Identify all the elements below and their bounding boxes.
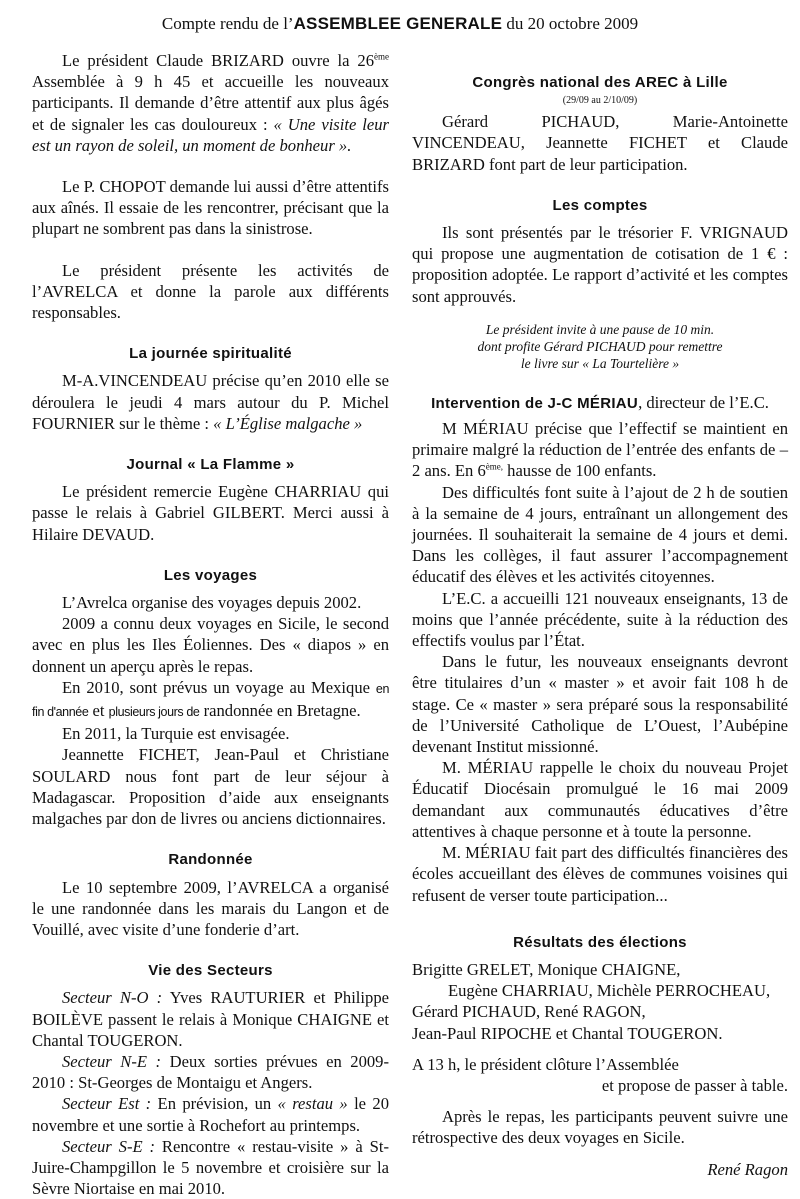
note-line: dont profite Gérard PICHAUD pour remettre: [477, 338, 723, 354]
intervention-paragraph-6: M. MÉRIAU fait part des difficultés financières des écoles accueillant des élèves de communes voisines qui refusent de verser toute participation...: [412, 843, 788, 905]
text: randonnée en Bretagne.: [199, 701, 361, 721]
elected-line: Gérard PICHAUD, René RAGON,: [412, 1002, 646, 1022]
text: le 20 novembre et une sortie à Rochefort au printemps.: [32, 1094, 389, 1135]
text: Assemblée à 9 h 45 et accueille les nouveaux participants. Il demande d’être attentif aux plus âgés et de signaler les cas douloureux :: [32, 72, 389, 134]
intervention-paragraph-2: Des difficultés font suite à l’ajout de 2 h de soutien à la semaine de 4 jours, entraînant un allongement des journées. Il souhaiterait la semaine de 4 jours et demi. Dans les collèges, il faut assurer l’accompagnement éducatif des élèves et les activités citoyennes.: [412, 482, 788, 587]
section-heading-intervention: [412, 392, 788, 414]
randonnee-paragraph: Le 10 septembre 2009, l’AVRELCA a organisé le une randonnée dans les marais du Langon et de Vouillé, avec visite d’une fonderie d’art.: [32, 877, 389, 939]
title-suffix: du 20 octobre 2009: [502, 14, 639, 33]
title-prefix: Compte rendu de l’: [161, 14, 294, 33]
text: et: [88, 701, 109, 721]
heading-text: Intervention de J-C MÉRIAU: [431, 394, 639, 412]
secteur-item: [32, 987, 389, 1051]
secteur-item: [32, 1136, 389, 1199]
text: en fin d'année: [32, 681, 389, 720]
heading-suffix: , directeur de l’E.C.: [638, 392, 769, 412]
elected-line: Brigitte GRELET, Monique CHAIGNE,: [412, 959, 681, 979]
title-emphasis: ASSEMBLEE GENERALE: [293, 14, 503, 33]
intro-paragraph-1: [32, 50, 389, 156]
closing-line-2: et propose de passer à table.: [601, 1075, 788, 1095]
text: Deux sorties prévues en 2009-2010 : St-Georges de Montaigu et Angers.: [32, 1051, 389, 1093]
pause-note: [412, 321, 788, 372]
elected-line: Jean-Paul RIPOCHE et Chantal TOUGERON.: [412, 1023, 723, 1043]
section-heading-voyages: Les voyages: [163, 566, 258, 584]
quote: « Une visite leur est un rayon de soleil, un moment de bonheur ».: [32, 114, 390, 155]
secteur-item: [32, 1093, 389, 1135]
congres-dates: (29/09 au 2/10/09): [562, 95, 638, 107]
quote: « restau »: [277, 1094, 348, 1114]
voyages-paragraph-5: Jeannette FICHET, Jean-Paul et Christiane SOULARD nous font part de leur séjour à Madagascar. Proposition d’aide aux enseignants malgaches par don de livres ou anciens dictionnaires.: [32, 745, 389, 829]
congres-paragraph: Gérard PICHAUD, Marie-Antoinette VINCENDEAU, Jeannette FICHET et Claude BRIZARD font part de leur participation.: [412, 112, 788, 174]
right-column: [412, 50, 788, 1180]
voyages-paragraph-2: 2009 a connu deux voyages en Sicile, le second avec en plus les Iles Éoliennes. Des « diapos » en donnent un aperçu après le repas.: [32, 614, 389, 676]
signature: René Ragon: [707, 1159, 788, 1179]
section-heading-randonnee: Randonnée: [168, 851, 253, 869]
comptes-paragraph: Ils sont présentés par le trésorier F. VRIGNAUD qui propose une augmentation de cotisation de 1 € : proposition adoptée. Le rapport d’activité et les comptes sont approuvés.: [412, 223, 788, 306]
text: plusieurs jours de: [108, 705, 200, 720]
left-column: [32, 50, 389, 1199]
text: Yves RAUTURIER et Philippe BOILÈVE passent le relais à Monique CHAIGNE et Chantal TOUGERON.: [32, 988, 389, 1050]
text: En prévision, un: [151, 1094, 278, 1114]
superscript: ème: [374, 51, 389, 62]
intervention-paragraph-4: Dans le futur, les nouveaux enseignants devront être titulaires d’un « master » et avoir fait 108 h de stage. Ce « master » sera préparé sous la responsabilité de l’Université Catholique de L’Ouest, l’Aubépine devenant Institut missionné.: [412, 652, 788, 757]
section-heading-comptes: Les comptes: [552, 196, 648, 214]
elected-line: Eugène CHARRIAU, Michèle PERROCHEAU,: [448, 981, 771, 1001]
text: M MÉRIAU précise que l’effectif se maintient en primaire malgré la réduction de l’entrée des enfants de – 2 ans. En 6: [412, 419, 788, 481]
note-line: le livre sur « La Tourtelière »: [520, 355, 680, 371]
secteur-label: Secteur S-E :: [62, 1136, 156, 1156]
intervention-paragraph-5: M. MÉRIAU rappelle le choix du nouveau Projet Éducatif Diocésain promulgué le 16 mai 2009 demandant aux communautés éducatives d’être attentives à chaque personne et à toute la personne.: [412, 758, 788, 841]
section-heading-elections: Résultats des élections: [513, 933, 687, 951]
intro-paragraph-3: Le président présente les activités de l’AVRELCA et donne la parole aux différents responsables.: [32, 260, 389, 323]
secteur-label: Secteur N-O :: [62, 988, 163, 1008]
closing-paragraph: Après le repas, les participants peuvent suivre une rétrospective des deux voyages en Sicile.: [412, 1107, 788, 1148]
text: En 2010, sont prévus un voyage au Mexique: [62, 677, 376, 697]
note-line: Le président invite à une pause de 10 min.: [485, 321, 715, 337]
text: Le président Claude BRIZARD ouvre la 26: [62, 51, 374, 70]
text: M-A.VINCENDEAU précise qu’en 2010 elle se déroulera le jeudi 4 mars autour du P. Michel FOURNIER sur le thème :: [32, 371, 389, 433]
section-heading-secteurs: Vie des Secteurs: [148, 962, 273, 980]
closing-line-1: A 13 h, le président clôture l’Assemblée: [412, 1054, 679, 1074]
superscript: ème,: [485, 461, 503, 472]
text: Rencontre « restau-visite » à St-Juire-Champgillon le 5 novembre et croisière sur la Sèvre Niortaise en mai 2010.: [32, 1136, 389, 1199]
section-heading-spiritualite: La journée spiritualité: [129, 345, 292, 363]
section-heading-congres: Congrès national des AREC à Lille: [472, 74, 728, 91]
voyages-paragraph-1: L’Avrelca organise des voyages depuis 2002.: [62, 593, 362, 613]
intervention-paragraph-1: [412, 418, 788, 482]
document-title: [0, 14, 800, 34]
spiritualite-paragraph: [32, 370, 389, 434]
secteur-label: Secteur Est :: [62, 1094, 152, 1114]
section-heading-flamme: Journal « La Flamme »: [126, 456, 295, 474]
text: hausse de 100 enfants.: [503, 461, 657, 481]
intervention-paragraph-3: L’E.C. a accueilli 121 nouveaux enseignants, 13 de moins que l’année précédente, suite à la réduction des effectifs voulus par l’État.: [412, 588, 788, 651]
secteur-item: [32, 1051, 389, 1093]
elections-list: [412, 959, 788, 1044]
voyages-paragraph-3: [32, 677, 389, 723]
flamme-paragraph: Le président remercie Eugène CHARRIAU qui passe le relais à Gabriel GILBERT. Merci aussi à Hilaire DEVAUD.: [32, 482, 389, 544]
intro-paragraph-2: Le P. CHOPOT demande lui aussi d’être attentifs aux aînés. Il essaie de les rencontrer, précisant que la plupart ne sombrent pas dans la sinistrose.: [32, 177, 389, 239]
quote: « L’Église malgache »: [213, 413, 363, 433]
secteur-label: Secteur N-E :: [62, 1051, 162, 1071]
voyages-paragraph-4: En 2011, la Turquie est envisagée.: [62, 724, 290, 744]
